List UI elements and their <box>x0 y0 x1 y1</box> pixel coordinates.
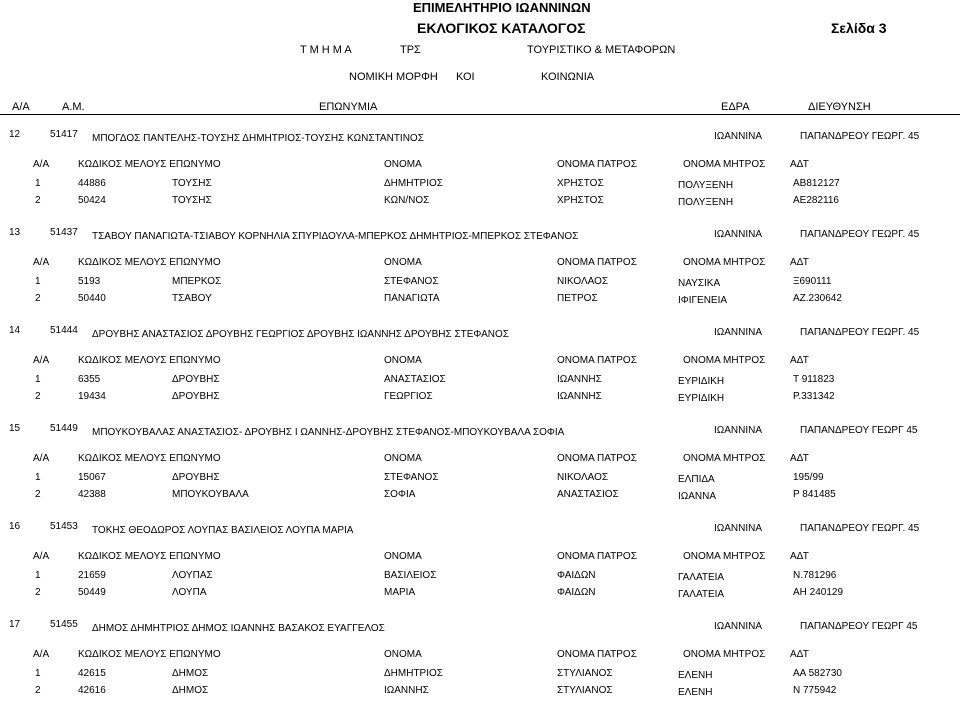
entry-company-name: ΔΡΟΥΒΗΣ ΑΝΑΣΤΑΣΙΟΣ ΔΡΟΥΒΗΣ ΓΕΩΡΓΙΟΣ ΔΡΟΥΒΗΣ ΙΩΑΝΝΗΣ ΔΡΟΥΒΗΣ ΣΤΕΦΑΝΟΣ <box>92 329 509 340</box>
member-aa: 1 <box>35 472 41 483</box>
col-address: ΔΙΕΥΘΥΝΣΗ <box>808 101 871 113</box>
member-father-name: ΙΩΑΝΝΗΣ <box>557 374 602 385</box>
member-surname: ΔΡΟΥΒΗΣ <box>172 391 220 402</box>
member-mother-name: ΓΑΛΑΤΕΙΑ <box>678 589 725 600</box>
member-first-name: ΔΗΜΗΤΡΙΟΣ <box>384 668 443 679</box>
member-aa: 2 <box>35 587 41 598</box>
entry-address: ΠΑΠΑΝΔΡΕΟΥ ΓΕΩΡΓ. 45 <box>800 327 920 338</box>
member-id: Ρ 841485 <box>793 489 836 500</box>
member-surname: ΤΟΥΣΗΣ <box>172 178 212 189</box>
member-first-name: ΑΝΑΣΤΑΣΙΟΣ <box>384 374 446 385</box>
member-col-mother-name: ΟΝΟΜΑ ΜΗΤΡΟΣ <box>683 159 766 170</box>
member-code: 42388 <box>78 489 106 500</box>
member-col-first-name: ΟΝΟΜΑ <box>384 159 422 170</box>
member-code: 42616 <box>78 685 106 696</box>
member-first-name: ΣΤΕΦΑΝΟΣ <box>384 276 439 287</box>
member-col-father-name: ΟΝΟΜΑ ΠΑΤΡΟΣ <box>557 453 637 464</box>
member-code: 42615 <box>78 668 106 679</box>
member-mother-name: ΕΛΕΝΗ <box>678 687 713 698</box>
member-col-code: ΚΩΔΙΚΟΣ ΜΕΛΟΥΣ ΕΠΩΝΥΜΟ <box>78 355 221 366</box>
entry-address: ΠΑΠΑΝΔΡΕΟΥ ΓΕΩΡΓ 45 <box>800 621 918 632</box>
member-id: ΑΑ 582730 <box>793 668 842 679</box>
member-mother-name: ΕΥΡΙΔΙΚΗ <box>678 376 725 387</box>
member-father-name: ΝΙΚΟΛΑΟΣ <box>557 276 609 287</box>
entry-seat: ΙΩΑΝΝΙΝΑ <box>714 523 763 534</box>
member-surname: ΔΗΜΟΣ <box>172 668 209 679</box>
entry-address: ΠΑΠΑΝΔΡΕΟΥ ΓΕΩΡΓ. 45 <box>800 229 920 240</box>
entry-company-name: ΜΠΟΓΔΟΣ ΠΑΝΤΕΛΗΣ-ΤΟΥΣΗΣ ΔΗΜΗΤΡΙΟΣ-ΤΟΥΣΗΣ ΚΩΝΣΤΑΝΤΙΝΟΣ <box>92 133 424 144</box>
member-father-name: ΣΤΥΛΙΑΝΟΣ <box>557 685 613 696</box>
member-col-aa: Α/Α <box>33 551 50 562</box>
member-col-aa: Α/Α <box>33 453 50 464</box>
col-seat: ΕΔΡΑ <box>721 101 750 113</box>
header-rule <box>0 114 960 115</box>
member-col-father-name: ΟΝΟΜΑ ΠΑΤΡΟΣ <box>557 355 637 366</box>
entry-am: 51453 <box>50 521 78 532</box>
entry-am: 51449 <box>50 423 78 434</box>
entry-am: 51444 <box>50 325 78 336</box>
member-father-name: ΦΑΙΔΩΝ <box>557 587 596 598</box>
member-code: 6355 <box>78 374 101 385</box>
member-surname: ΜΠΟΥΚΟΥΒΑΛΑ <box>172 489 249 500</box>
legal-form-name: ΚΟΙΝΩΝΙΑ <box>541 71 595 83</box>
entry-address: ΠΑΠΑΝΔΡΕΟΥ ΓΕΩΡΓ. 45 <box>800 523 920 534</box>
member-id: Ρ.331342 <box>793 391 835 402</box>
member-code: 15067 <box>78 472 106 483</box>
entry-am: 51417 <box>50 129 78 140</box>
member-col-mother-name: ΟΝΟΜΑ ΜΗΤΡΟΣ <box>683 257 766 268</box>
col-aa: Α/Α <box>12 101 30 113</box>
member-father-name: ΧΡΗΣΤΟΣ <box>557 178 604 189</box>
entry-company-name: ΔΗΜΟΣ ΔΗΜΗΤΡΙΟΣ ΔΗΜΟΣ ΙΩΑΝΝΗΣ ΒΑΣΑΚΟΣ ΕΥΑΓΓΕΛΟΣ <box>92 623 385 634</box>
entry-am: 51437 <box>50 227 78 238</box>
member-col-id: ΑΔΤ <box>790 257 809 268</box>
entry-am: 51455 <box>50 619 78 630</box>
member-father-name: ΝΙΚΟΛΑΟΣ <box>557 472 609 483</box>
member-mother-name: ΙΩΑΝΝΑ <box>678 491 717 502</box>
member-col-mother-name: ΟΝΟΜΑ ΜΗΤΡΟΣ <box>683 649 766 660</box>
entry-aa: 13 <box>9 227 21 238</box>
member-id: Ξ690111 <box>793 276 832 287</box>
member-surname: ΤΟΥΣΗΣ <box>172 195 212 206</box>
member-first-name: ΓΕΩΡΓΙΟΣ <box>384 391 433 402</box>
member-col-id: ΑΔΤ <box>790 551 809 562</box>
member-mother-name: ΠΟΛΥΞΕΝΗ <box>678 197 734 208</box>
member-id: 195/99 <box>793 472 824 483</box>
entry-company-name: ΤΟΚΗΣ ΘΕΟΔΩΡΟΣ ΛΟΥΠΑΣ ΒΑΣΙΛΕΙΟΣ ΛΟΥΠΑ ΜΑΡΙΑ <box>92 525 354 536</box>
member-col-father-name: ΟΝΟΜΑ ΠΑΤΡΟΣ <box>557 159 637 170</box>
member-col-id: ΑΔΤ <box>790 649 809 660</box>
member-father-name: ΙΩΑΝΝΗΣ <box>557 391 602 402</box>
member-col-first-name: ΟΝΟΜΑ <box>384 551 422 562</box>
member-first-name: ΣΟΦΙΑ <box>384 489 416 500</box>
entry-company-name: ΤΣΑΒΟΥ ΠΑΝΑΓΙΩΤΑ-ΤΣΙΑΒΟΥ ΚΟΡΝΗΛΙΑ ΣΠΥΡΙΔΟΥΛΑ-ΜΠΕΡΚΟΣ ΔΗΜΗΤΡΙΟΣ-ΜΠΕΡΚΟΣ ΣΤΕΦΑΝΟΣ <box>92 231 579 242</box>
member-aa: 2 <box>35 685 41 696</box>
member-surname: ΔΗΜΟΣ <box>172 685 209 696</box>
member-aa: 1 <box>35 178 41 189</box>
member-code: 50424 <box>78 195 106 206</box>
entry-seat: ΙΩΑΝΝΙΝΑ <box>714 621 763 632</box>
member-col-code: ΚΩΔΙΚΟΣ ΜΕΛΟΥΣ ΕΠΩΝΥΜΟ <box>78 257 221 268</box>
entry-aa: 15 <box>9 423 21 434</box>
member-id: ΑΖ.230642 <box>793 293 842 304</box>
member-id: Ν.781296 <box>793 570 837 581</box>
member-first-name: ΠΑΝΑΓΙΩΤΑ <box>384 293 440 304</box>
member-col-first-name: ΟΝΟΜΑ <box>384 355 422 366</box>
member-aa: 2 <box>35 293 41 304</box>
entry-seat: ΙΩΑΝΝΙΝΑ <box>714 425 763 436</box>
member-code: 5193 <box>78 276 101 287</box>
member-code: 19434 <box>78 391 106 402</box>
entry-address: ΠΑΠΑΝΔΡΕΟΥ ΓΕΩΡΓ 45 <box>800 425 918 436</box>
member-col-aa: Α/Α <box>33 159 50 170</box>
member-mother-name: ΠΟΛΥΞΕΝΗ <box>678 180 734 191</box>
member-first-name: ΙΩΑΝΝΗΣ <box>384 685 429 696</box>
legal-form-code: ΚΟΙ <box>456 71 475 83</box>
org-title: ΕΠΙΜΕΛΗΤΗΡΙΟ ΙΩΑΝΝΙΝΩΝ <box>413 0 591 15</box>
member-first-name: ΣΤΕΦΑΝΟΣ <box>384 472 439 483</box>
entry-seat: ΙΩΑΝΝΙΝΑ <box>714 229 763 240</box>
member-col-code: ΚΩΔΙΚΟΣ ΜΕΛΟΥΣ ΕΠΩΝΥΜΟ <box>78 453 221 464</box>
member-aa: 2 <box>35 195 41 206</box>
member-first-name: ΒΑΣΙΛΕΙΟΣ <box>384 570 437 581</box>
member-code: 50440 <box>78 293 106 304</box>
member-mother-name: ΝΑΥΣΙΚΑ <box>678 278 721 289</box>
member-code: 44886 <box>78 178 106 189</box>
section-code: ΤΡΣ <box>400 44 421 56</box>
member-id: ΑΒ812127 <box>793 178 840 189</box>
member-surname: ΔΡΟΥΒΗΣ <box>172 472 220 483</box>
entry-aa: 17 <box>9 619 21 630</box>
member-col-aa: Α/Α <box>33 355 50 366</box>
member-col-first-name: ΟΝΟΜΑ <box>384 649 422 660</box>
member-col-first-name: ΟΝΟΜΑ <box>384 257 422 268</box>
section-label: Τ Μ Η Μ Α <box>300 44 352 56</box>
member-first-name: ΚΩΝ/ΝΟΣ <box>384 195 430 206</box>
member-id: Τ 911823 <box>793 374 835 385</box>
member-col-father-name: ΟΝΟΜΑ ΠΑΤΡΟΣ <box>557 649 637 660</box>
member-aa: 1 <box>35 374 41 385</box>
member-mother-name: ΕΛΕΝΗ <box>678 670 713 681</box>
member-col-id: ΑΔΤ <box>790 159 809 170</box>
member-aa: 1 <box>35 570 41 581</box>
member-col-code: ΚΩΔΙΚΟΣ ΜΕΛΟΥΣ ΕΠΩΝΥΜΟ <box>78 649 221 660</box>
member-col-id: ΑΔΤ <box>790 355 809 366</box>
legal-form-label: ΝΟΜΙΚΗ ΜΟΡΦΗ <box>349 71 438 83</box>
entry-aa: 12 <box>9 129 21 140</box>
member-col-id: ΑΔΤ <box>790 453 809 464</box>
entry-address: ΠΑΠΑΝΔΡΕΟΥ ΓΕΩΡΓ. 45 <box>800 131 920 142</box>
member-col-father-name: ΟΝΟΜΑ ΠΑΤΡΟΣ <box>557 257 637 268</box>
member-col-mother-name: ΟΝΟΜΑ ΜΗΤΡΟΣ <box>683 355 766 366</box>
member-col-father-name: ΟΝΟΜΑ ΠΑΤΡΟΣ <box>557 551 637 562</box>
section-name: ΤΟΥΡΙΣΤΙΚΟ & ΜΕΤΑΦΟΡΩΝ <box>527 44 676 56</box>
member-father-name: ΑΝΑΣΤΑΣΙΟΣ <box>557 489 619 500</box>
member-father-name: ΣΤΥΛΙΑΝΟΣ <box>557 668 613 679</box>
member-col-first-name: ΟΝΟΜΑ <box>384 453 422 464</box>
member-surname: ΛΟΥΠΑ <box>172 587 207 598</box>
member-father-name: ΧΡΗΣΤΟΣ <box>557 195 604 206</box>
member-first-name: ΜΑΡΙΑ <box>384 587 416 598</box>
member-id: ΑΗ 240129 <box>793 587 844 598</box>
entry-seat: ΙΩΑΝΝΙΝΑ <box>714 327 763 338</box>
member-col-mother-name: ΟΝΟΜΑ ΜΗΤΡΟΣ <box>683 551 766 562</box>
member-surname: ΔΡΟΥΒΗΣ <box>172 374 220 385</box>
member-col-mother-name: ΟΝΟΜΑ ΜΗΤΡΟΣ <box>683 453 766 464</box>
member-col-code: ΚΩΔΙΚΟΣ ΜΕΛΟΥΣ ΕΠΩΝΥΜΟ <box>78 551 221 562</box>
entry-seat: ΙΩΑΝΝΙΝΑ <box>714 131 763 142</box>
member-father-name: ΦΑΙΔΩΝ <box>557 570 596 581</box>
member-aa: 2 <box>35 391 41 402</box>
member-aa: 2 <box>35 489 41 500</box>
member-col-aa: Α/Α <box>33 257 50 268</box>
col-name: ΕΠΩΝΥΜΙΑ <box>319 101 378 113</box>
report-title: ΕΚΛΟΓΙΚΟΣ ΚΑΤΑΛΟΓΟΣ <box>417 20 586 36</box>
member-father-name: ΠΕΤΡΟΣ <box>557 293 598 304</box>
member-surname: ΛΟΥΠΑΣ <box>172 570 213 581</box>
member-col-code: ΚΩΔΙΚΟΣ ΜΕΛΟΥΣ ΕΠΩΝΥΜΟ <box>78 159 221 170</box>
member-code: 21659 <box>78 570 106 581</box>
member-aa: 1 <box>35 276 41 287</box>
member-surname: ΤΣΑΒΟΥ <box>172 293 212 304</box>
entry-company-name: ΜΠΟΥΚΟΥΒΑΛΑΣ ΑΝΑΣΤΑΣΙΟΣ- ΔΡΟΥΒΗΣ Ι ΩΑΝΝΗΣ-ΔΡΟΥΒΗΣ ΣΤΕΦΑΝΟΣ-ΜΠΟΥΚΟΥΒΑΛΑ ΣΟΦΙΑ <box>92 427 565 438</box>
member-aa: 1 <box>35 668 41 679</box>
member-mother-name: ΓΑΛΑΤΕΙΑ <box>678 572 725 583</box>
member-id: ΑΕ282116 <box>793 195 839 206</box>
member-mother-name: ΕΥΡΙΔΙΚΗ <box>678 393 725 404</box>
page-number: Σελίδα 3 <box>831 20 887 36</box>
member-col-aa: Α/Α <box>33 649 50 660</box>
col-am: Α.Μ. <box>62 101 85 113</box>
member-id: Ν 775942 <box>793 685 837 696</box>
entry-aa: 16 <box>9 521 21 532</box>
member-mother-name: ΕΛΠΙΔΑ <box>678 474 715 485</box>
member-surname: ΜΠΕΡΚΟΣ <box>172 276 222 287</box>
member-mother-name: ΙΦΙΓΕΝΕΙΑ <box>678 295 728 306</box>
entry-aa: 14 <box>9 325 21 336</box>
member-first-name: ΔΗΜΗΤΡΙΟΣ <box>384 178 443 189</box>
member-code: 50449 <box>78 587 106 598</box>
